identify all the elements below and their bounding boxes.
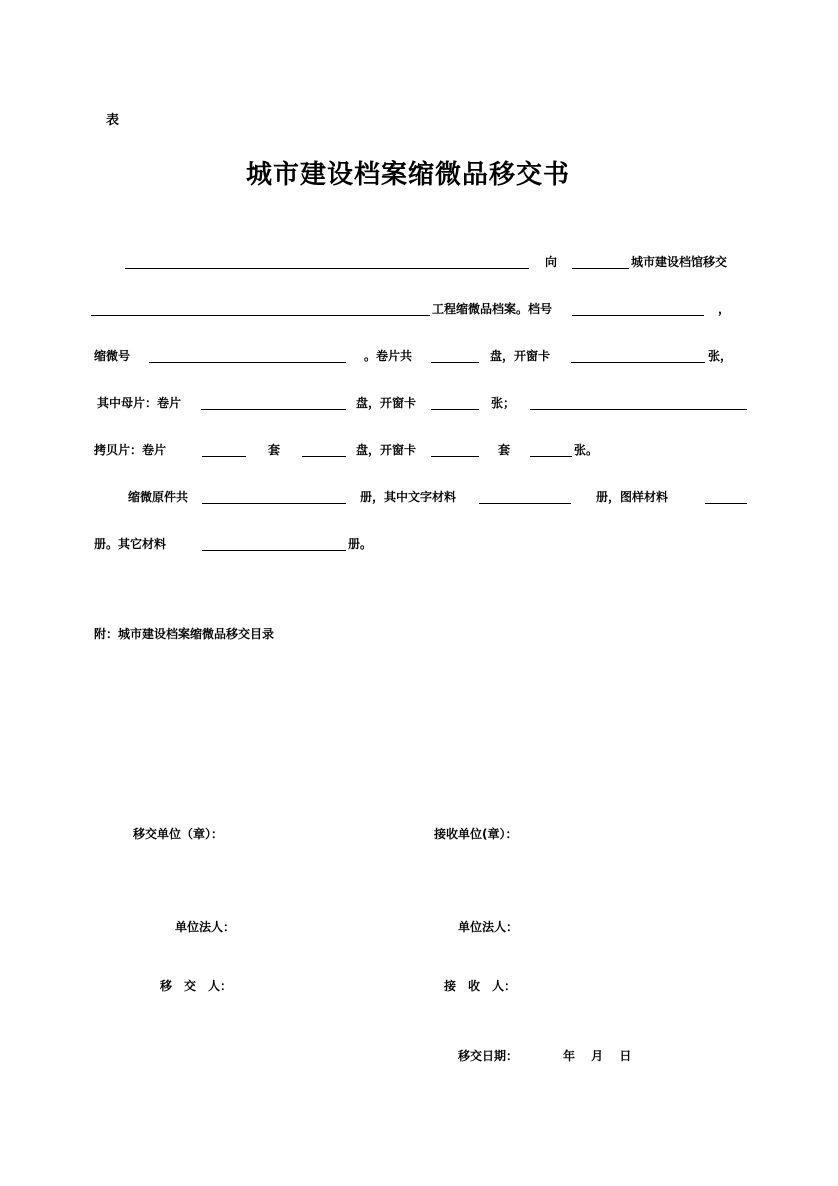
row4-box-text: 盘，开窗卡 [356, 396, 417, 410]
microfilm-number-field[interactable] [149, 362, 346, 363]
microfilm-number-label: 缩微号 [94, 349, 131, 363]
row3-box-text: 盘，开窗卡 [490, 349, 551, 363]
archive-city-field[interactable] [572, 268, 629, 269]
roll-count-field[interactable] [431, 362, 479, 363]
receiver-label: 接 收 人： [444, 979, 517, 993]
copy-film-label: 拷贝片：卷片 [94, 443, 167, 457]
master-film-label: 其中母片：卷片 [97, 396, 182, 410]
legal-rep-right-label: 单位法人： [458, 920, 519, 934]
master-roll-count-field[interactable] [201, 409, 346, 410]
row3-roll-text: 。卷片共 [364, 349, 413, 363]
archive-number-field[interactable] [572, 315, 704, 316]
row1-suffix-text: 城市建设档馆移交 [631, 255, 728, 269]
copy-card-count-field[interactable] [431, 456, 479, 457]
copy-roll-count-field[interactable] [202, 456, 246, 457]
recipient-org-field[interactable] [125, 268, 529, 269]
transferor-label: 移 交 人： [160, 979, 233, 993]
master-card-count-field[interactable] [431, 409, 479, 410]
original-docs-label: 缩微原件共 [128, 490, 189, 504]
master-extra-field[interactable] [530, 409, 747, 410]
copy-sheet-count-field[interactable] [530, 456, 572, 457]
table-label: 表 [106, 113, 120, 128]
text-materials-count-field[interactable] [479, 503, 571, 504]
copy-box-count-field[interactable] [302, 456, 346, 457]
transfer-unit-label: 移交单位（章）： [133, 827, 224, 841]
original-volume-count-field[interactable] [202, 503, 346, 504]
receive-unit-label: 接收单位(章）： [434, 827, 518, 841]
other-materials-count-field[interactable] [202, 550, 346, 551]
page-title: 城市建设档案缩微品移交书 [246, 160, 571, 190]
other-materials-label: 册。其它材料 [94, 537, 167, 551]
drawing-materials-count-field[interactable] [705, 503, 747, 504]
transfer-date-value: 年 月 日 [563, 1049, 632, 1063]
row4-sheets-text: 张； [491, 396, 516, 410]
transfer-date-label: 移交日期： [458, 1049, 519, 1063]
row5-box-text: 盘，开窗卡 [356, 443, 417, 457]
row7-end-text: 册。 [348, 537, 373, 551]
row5-set2-text: 套 [498, 443, 511, 457]
aperture-card-count-field[interactable] [571, 362, 705, 363]
legal-rep-left-label: 单位法人： [175, 920, 236, 934]
row6-drawing-materials: 册，图样材料 [596, 490, 669, 504]
row5-set-text: 套 [268, 443, 281, 457]
row2-text: 工程缩微品档案。档号 [432, 302, 553, 316]
project-name-field[interactable] [91, 315, 430, 316]
appendix-note: 附：城市建设档案缩微品移交目录 [94, 627, 275, 641]
row1-to-text: 向 [545, 255, 558, 269]
row5-sheets-text: 张。 [574, 443, 599, 457]
row6-text-materials: 册，其中文字材料 [360, 490, 457, 504]
row3-sheets-text: 张， [708, 349, 733, 363]
row2-comma: ， [718, 302, 731, 316]
